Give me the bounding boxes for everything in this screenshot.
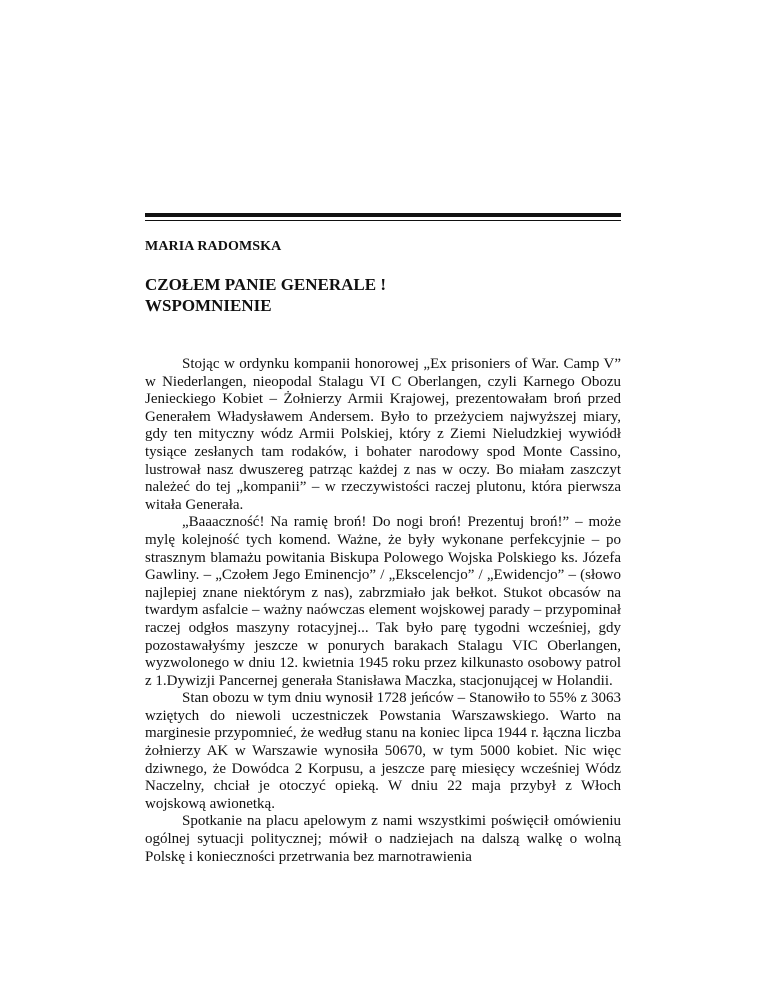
header-rule-thick [145,213,621,217]
article-body [145,356,621,866]
paragraph: Stojąc w ordynku kompanii honorowej „Ex prisoniers of War. Camp V” w Niederlangen, nieopodal Stalagu VI C Oberlangen, czyli Karnego Obozu Jenieckiego Kobiet – Żołnierzy Armii Krajowej, prezentowałam broń przed Generałem Władysławem Andersem. Było to przeżyciem najwyższej miary, gdy ten mityczny wódz Armii Polskiej, który z Ziemi Nieludzkiej wywiódł tysiące zesłanych tam rodaków, i bohater narodowy spod Monte Cassino, lustrował nasz dwuszereg patrząc każdej z nas w oczy. Bo miałam zaszczyt należeć do tej „kompanii” – w rzeczywistości raczej plutonu, która pierwsza witała Generała. [145,356,621,513]
author-name: MARIA RADOMSKA [145,239,282,254]
article-title [145,274,621,316]
title-line-2: WSPOMNIENIE [145,296,272,315]
header-rule-thin [145,220,621,221]
article-page [145,213,621,866]
paragraph: Stan obozu w tym dniu wynosił 1728 jeńców – Stanowiło to 55% z 3063 wziętych do niewoli uczestniczek Powstania Warszawskiego. Warto na marginesie przypomnieć, że według stanu na koniec lipca 1944 r. łączna liczba żołnierzy AK w Warszawie wynosiła 50670, w tym 5000 kobiet. Nic więc dziwnego, że Dowódca 2 Korpusu, a jeszcze parę miesięcy wcześniej Wódz Naczelny, chciał je otoczyć opieką. W dniu 22 maja przybył z Włoch wojskową awionetką. [145,690,621,812]
paragraph: Spotkanie na placu apelowym z nami wszystkimi poświęcił omówieniu ogólnej sytuacji politycznej; mówił o nadziejach na dalszą walkę o wolną Polskę i konieczności przetrwania bez marnotrawienia [145,813,621,865]
paragraph: „Baaaczność! Na ramię broń! Do nogi broń! Prezentuj broń!” – może mylę kolejność tych komend. Ważne, że były wykonane perfekcyjnie – po strasznym blamażu powitania Biskupa Polowego Wojska Polskiego ks. Józefa Gawliny. – „Czołem Jego Eminencjo” / „Ekscelencjo” / „Ewidencjo” – (słowo najlepiej znane niektórym z nas), zabrzmiało jak bełkot. Stukot obcasów na twardym asfalcie – ważny naówczas element wojskowej parady – przypominał raczej odgłos maszyny rotacyjnej... Tak było parę tygodni wcześniej, gdy pozostawałyśmy jeszcze w ponurych barakach Stalagu VIC Oberlangen, wyzwolonego w dniu 12. kwietnia 1945 roku przez kilkunasto osobowy patrol z 1.Dywizji Pancernej generała Stanisława Maczka, stacjonującej w Holandii. [145,514,621,689]
title-line-1: CZOŁEM PANIE GENERALE ! [145,275,387,294]
